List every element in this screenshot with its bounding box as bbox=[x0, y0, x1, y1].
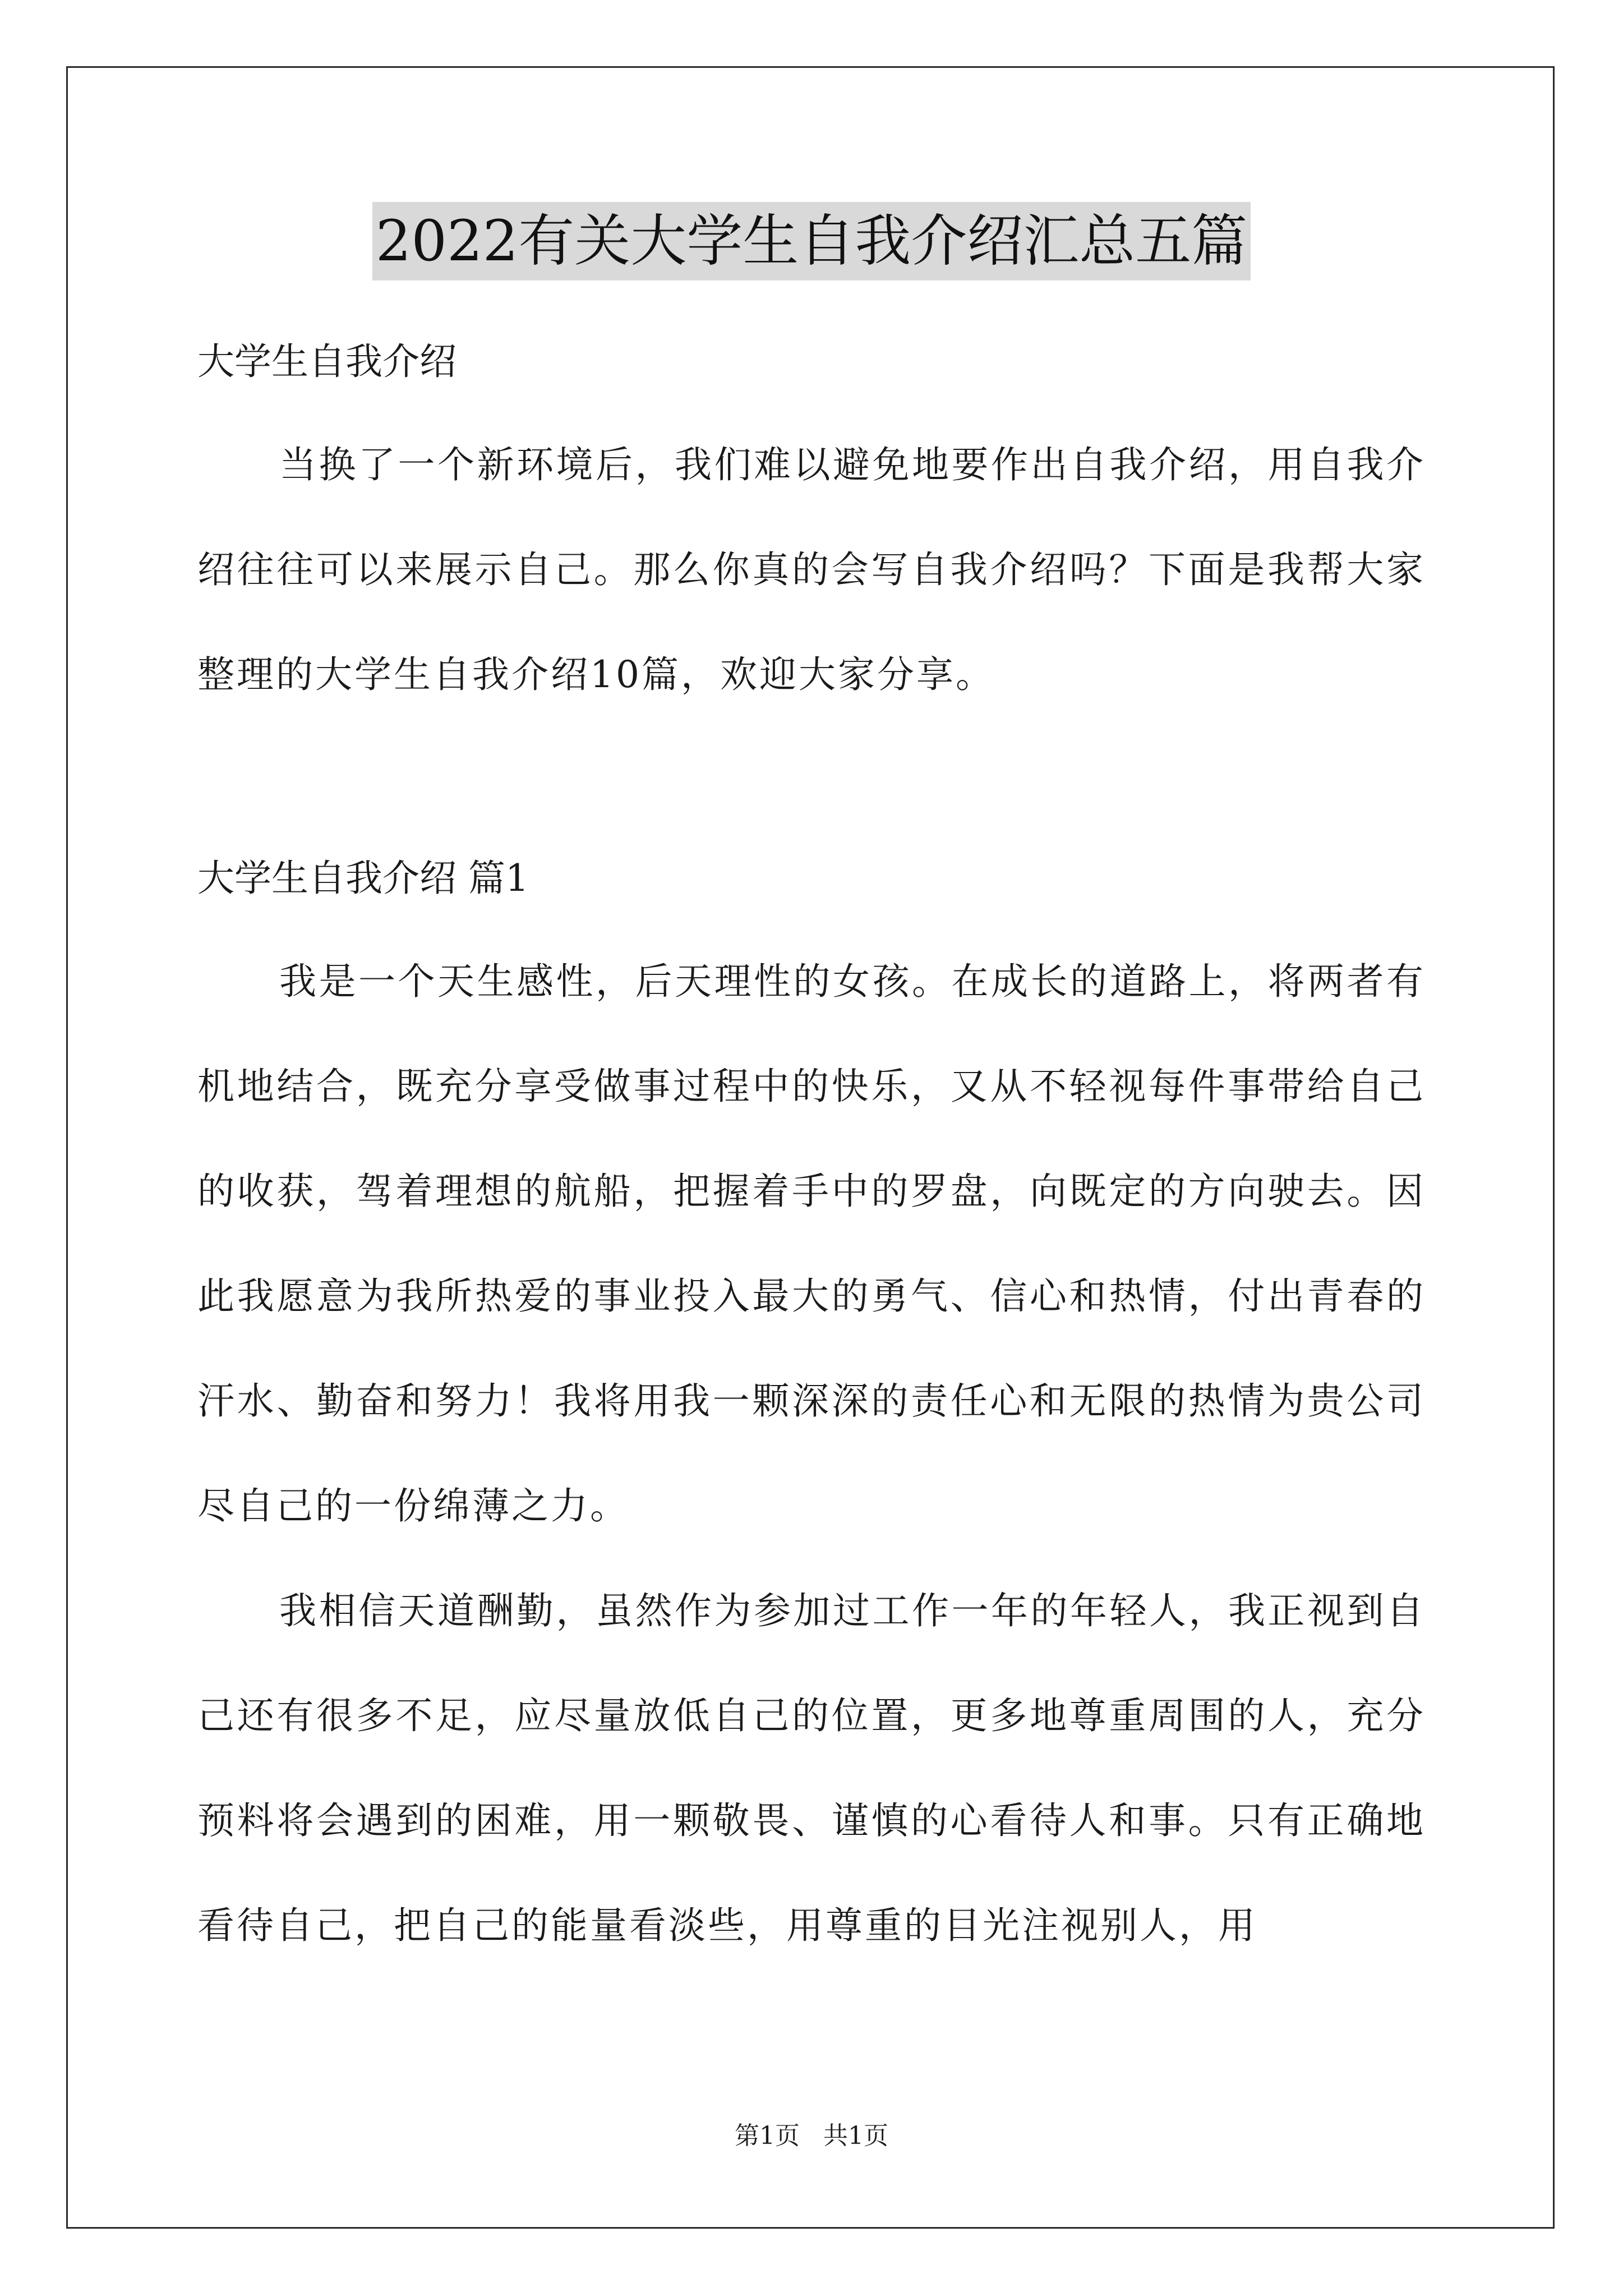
paragraph: 当换了一个新环境后，我们难以避免地要作出自我介绍，用自我介绍往往可以来展示自己。那么你真的会写自我介绍吗？下面是我帮大家整理的大学生自我介绍10篇，欢迎大家分享。 bbox=[197, 443, 1426, 696]
document-body bbox=[197, 311, 1426, 1978]
section-heading: 大学生自我介绍 bbox=[197, 340, 457, 383]
section-spacer bbox=[197, 727, 1426, 828]
section-heading: 大学生自我介绍 篇1 bbox=[197, 857, 529, 900]
document-title: 2022有关大学生自我介绍汇总五篇 bbox=[372, 202, 1251, 280]
page-footer: 第1页 共1页 bbox=[735, 2122, 888, 2150]
paragraph: 我是一个天生感性，后天理性的女孩。在成长的道路上，将两者有机地结合，既充分享受做事过程中的快乐，又从不轻视每件事带给自己的收获，驾着理想的航船，把握着手中的罗盘，向既定的方向驶去。因此我愿意为我所热爱的事业投入最大的勇气、信心和热情，付出青春的汗水、勤奋和努力！我将用我一颗深深的责任心和无限的热情为贵公司尽自己的一份绵薄之力。 bbox=[197, 960, 1426, 1527]
paragraph: 我相信天道酬勤，虽然作为参加过工作一年的年轻人，我正视到自己还有很多不足，应尽量放低自己的位置，更多地尊重周围的人，充分预料将会遇到的困难，用一颗敬畏、谨慎的心看待人和事。只有正确地看待自己，把自己的能量看淡些，用尊重的目光注视别人，用 bbox=[197, 1589, 1426, 1947]
title-container bbox=[0, 202, 1623, 280]
